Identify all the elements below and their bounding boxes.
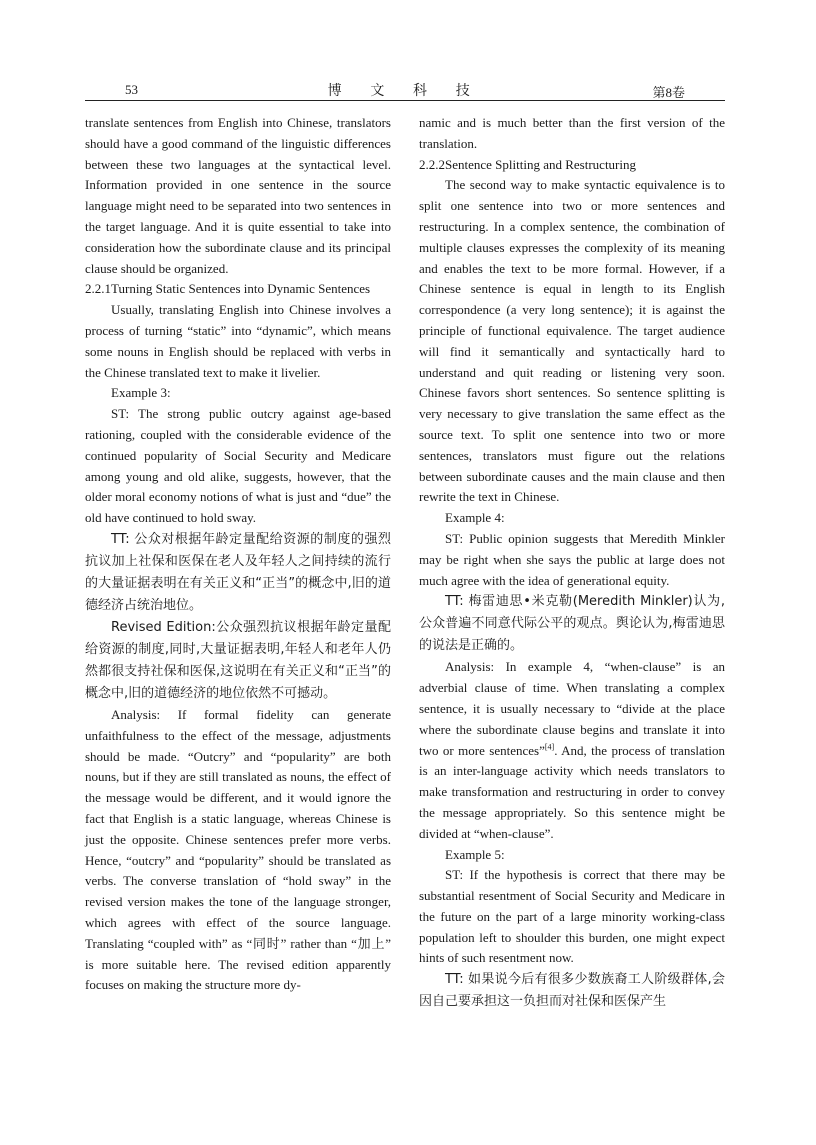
section-heading: 2.2.2Sentence Splitting and Restructuring	[419, 156, 636, 172]
target-text: TT: 公众对根据年龄定量配给资源的制度的强烈抗议加上社保和医保在老人及年轻人之间持续的流行的大量证据表明在有关正义和“正当”的概念中,旧的道德经济占统治地位。	[85, 531, 391, 613]
paragraph: The second way to make syntactic equivalence is to split one sentence into two or more sentences and restructuring. In a complex sentence, the combination of multiple clauses expresses the complexity of its meaning and enables the text to be more formal. However, if a Chinese sentence is equal in length to its English correspondence (a very long sentence); it is against the principle of functional equivalence. The target audience will find it semantically and syntactically hard to understand and quit reading or listening very soon. Chinese favors short sentences. So sentence splitting is very necessary to give translation the same effect as the source text. To split one sentence into two or more sentences, translators must figure out the relations between subordinate causes and the main clause and then rewrite the text in Chinese.	[419, 177, 725, 505]
volume-label: 第8卷	[652, 85, 685, 100]
example-label: Example 3:	[111, 385, 171, 401]
paragraph: translate sentences from English into Chinese, translators should have a good command of the linguistic differences between these two languages at the syntactical level. Information provided in one sentence in the source language might need to be separated into two sentences in the target language. And it is quite essential to take into consideration how the subordinate clause and its principal clause should be organized.	[85, 115, 391, 276]
example-label: Example 4:	[445, 510, 505, 526]
journal-title: 博 文 科 技	[327, 84, 483, 99]
target-text: TT: 如果说今后有很多少数族裔工人阶级群体,会因自己要承担这一负担而对社保和医保产生	[419, 972, 725, 1010]
example-label: Example 5:	[445, 846, 505, 862]
section-heading: 2.2.1Turning Static Sentences into Dynamic Sentences	[85, 281, 371, 297]
running-header	[85, 76, 725, 101]
analysis-text: Analysis: In example 4, “when-clause” is an adverbial clause of time. When translating a complex sentence, it is usually necessary to “divide at the place where the subordinate clause begins and translate it into two or more sentences”	[419, 659, 725, 758]
source-text: ST: The strong public outcry against age-based rationing, coupled with the considerable evidence of the continued popularity of Social Security and Medicare among young and old alike, suggests, however, that the older moral economy notions of what is just and “due” the old have continued to hold sway.	[85, 406, 391, 526]
paragraph: namic and is much better than the first version of the translation.	[419, 115, 725, 151]
paragraph: Usually, translating English into Chinese involves a process of turning “static” into “dynamic”, which means some nouns in English should be replaced with verbs in the Chinese translated text to make it livelier.	[85, 302, 391, 380]
revised-edition: Revised Edition:公众强烈抗议根据年龄定量配给资源的制度,同时,大量证据表明,年轻人和老年人仍然都很支持社保和医保,这说明在有关正义和“正当”的概念中,旧的道德经济的地位依然不可撼动。	[85, 619, 391, 701]
analysis-paragraph: Analysis: If formal fidelity can generate unfaithfulness to the effect of the message, adjustments should be made. “Outcry” and “popularity” are both nouns, but if they are still translated as nouns, the effect of the message would be different, and it would ignore the fact that English is a static language, whereas Chinese is just the opposite. Chinese sentences prefer more verbs. Hence, “outcry” and “popularity” should be translated as verbs. The converse translation of “hold sway” in the revised version makes the tone of the language stronger, which agrees with effect of the source language. Translating “coupled with” as “同时” rather than “加上” is more suitable here. The revised edition apparently focuses on making the structure more dy-	[85, 706, 391, 993]
analysis-text: . And, the process of translation is an inter-language activity which needs translators to make transformation and restructuring in order to convey the message appropriately. So this sentence might be divided at “when-clause”.	[419, 742, 725, 841]
citation-ref: [4]	[544, 742, 555, 752]
target-text: TT: 梅雷迪思•米克勒(Meredith Minkler)认为,公众普遍不同意代际公平的观点。舆论认为,梅雷迪思的说法是正确的。	[419, 594, 725, 654]
page-number: 53	[125, 82, 138, 97]
left-column	[85, 113, 391, 996]
source-text: ST: If the hypothesis is correct that there may be substantial resentment of Social Security and Medicare in the future on the part of a large minority working-class population left to shoulder this burden, one might expect hints of such resentment now.	[419, 867, 725, 966]
right-column	[419, 113, 725, 1013]
analysis-paragraph	[419, 657, 725, 844]
source-text: ST: Public opinion suggests that Meredith Minkler may be right when she says the public at large does not much agree with the idea of generational equity.	[419, 530, 725, 588]
